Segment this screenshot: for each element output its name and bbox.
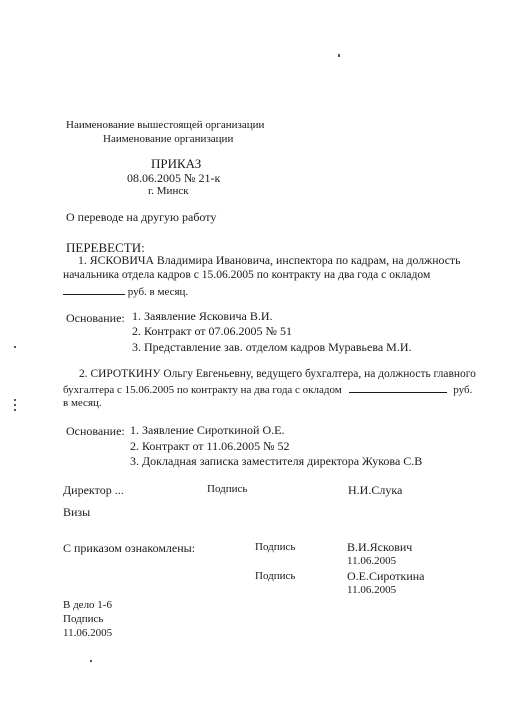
scan-speck (14, 346, 16, 348)
item1-line3 (63, 284, 188, 298)
parent-organization: Наименование вышестоящей организации (66, 119, 265, 131)
signature-sign: Подпись (207, 483, 248, 495)
item2-line1 (79, 367, 495, 379)
filing-line: В дело 1-6 (63, 599, 112, 611)
acquainted-name: В.И.Яскович (347, 540, 413, 554)
item2-line2a-text: бухгалтера с 15.06.2005 по контракту на два года с окладом (63, 384, 342, 396)
scan-speck (90, 660, 92, 662)
basis2-item: 2. Контракт от 11.06.2005 № 52 (130, 439, 290, 453)
document-date-number: 08.06.2005 № 21-к (127, 171, 221, 185)
acquainted-date: 11.06.2005 (347, 584, 397, 596)
acquainted-date: 11.06.2005 (347, 555, 397, 567)
item1-line2-text: начальника отдела кадров с 15.06.2005 по контракту на два года с окладом (63, 267, 431, 281)
scan-speck (14, 409, 16, 411)
item1-line1-text: 1. ЯСКОВИЧА Владимира Ивановича, инспектора по кадрам, на должность (78, 253, 461, 267)
acquainted-label: С приказом ознакомлены: (63, 541, 196, 555)
document-place: г. Минск (148, 185, 189, 197)
filing-line: 11.06.2005 (63, 627, 113, 639)
acquainted-sign: Подпись (255, 541, 296, 553)
basis1-item: 2. Контракт от 07.06.2005 № 51 (132, 324, 292, 338)
order-verb: ПЕРЕВЕСТИ: (66, 240, 145, 255)
basis2-label: Основание: (66, 424, 125, 438)
item1-line3-text: руб. в месяц. (127, 286, 189, 298)
salary-blank-2 (349, 382, 447, 393)
basis2-item: 3. Докладная записка заместителя директора Жукова С.В (130, 454, 423, 468)
item1-line2 (63, 268, 444, 280)
item2-line3: в месяц. (63, 397, 102, 409)
basis1-label: Основание: (66, 311, 125, 325)
signature-name: Н.И.Слука (348, 483, 403, 497)
item1-line1 (78, 254, 468, 266)
acquainted-sign: Подпись (255, 570, 296, 582)
item2-line1-text: 2. СИРОТКИНУ Ольгу Евгеньевну, ведущего бухгалтера, на должность главного (79, 366, 476, 380)
order-subject: О переводе на другую работу (66, 210, 217, 224)
scan-speck (14, 404, 16, 406)
salary-blank-1 (63, 284, 125, 295)
scan-speck (338, 54, 340, 57)
signature-position: Директор ... (63, 483, 124, 497)
visas-label: Визы (63, 505, 91, 519)
scan-speck (14, 399, 16, 401)
basis1-item: 1. Заявление Ясковича В.И. (132, 309, 273, 323)
basis1-item: 3. Представление зав. отделом кадров Муравьева М.И. (132, 340, 412, 354)
item2-line2b-text: руб. (453, 384, 473, 396)
filing-line: Подпись (63, 613, 104, 625)
acquainted-name: О.Е.Сироткина (347, 569, 425, 583)
organization-name: Наименование организации (103, 133, 234, 145)
item2-line2 (63, 382, 472, 396)
basis2-item: 1. Заявление Сироткиной О.Е. (130, 423, 285, 437)
document-type: ПРИКАЗ (151, 156, 202, 171)
